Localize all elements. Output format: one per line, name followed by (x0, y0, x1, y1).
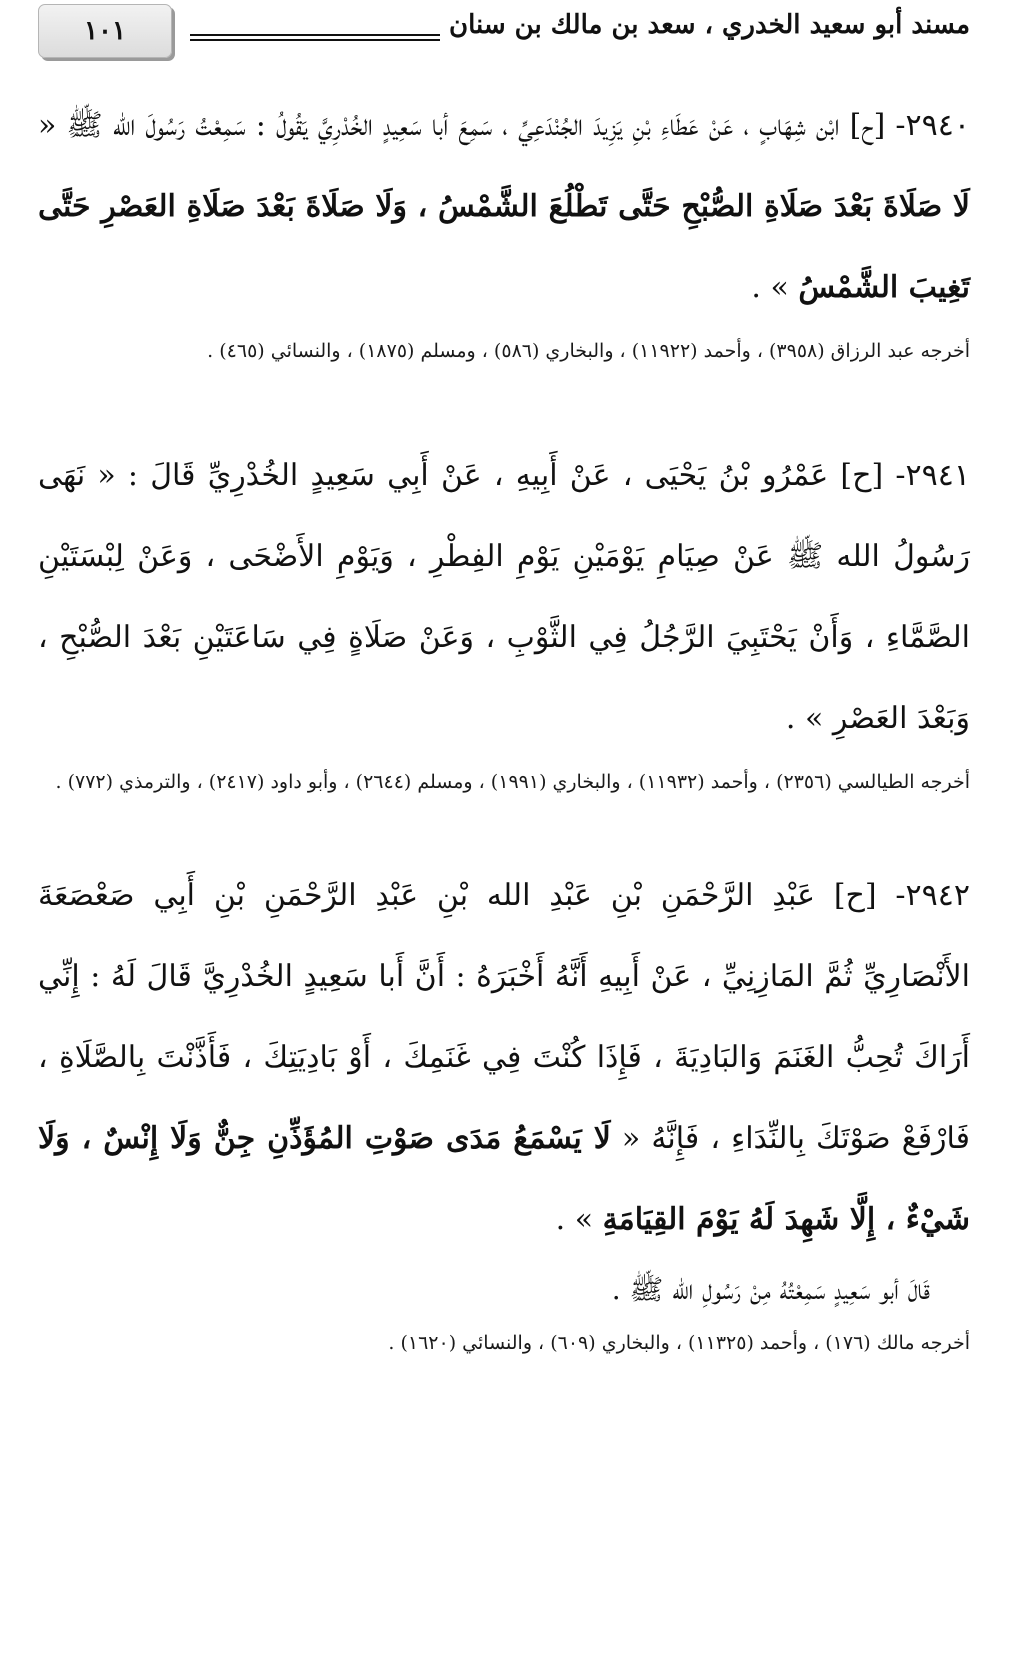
hadith-text (38, 855, 970, 1260)
hadith-text (38, 435, 970, 759)
hadith-chain: - [ح] عَمْرُو بْنُ يَحْيَى ، عَنْ أَبِيهِ ، عَنْ أَبِي سَعِيدٍ الخُدْرِيِّ قَالَ : « نَهَى رَسُولُ الله ﷺ عَنْ صِيَامِ يَوْمَيْنِ يَوْمِ الفِطْرِ ، وَيَوْمِ الأَضْحَى ، وَعَنْ لِبْسَتَيْنِ الصَّمَّاءِ ، وَأَنْ يَحْتَبِيَ الرَّجُلُ فِي الثَّوْبِ ، وَعَنْ صَلَاةٍ فِي سَاعَتَيْنِ بَعْدَ الصُّبْحِ ، وَبَعْدَ العَصْرِ » . (38, 458, 970, 736)
narrator-remark: قَالَ أبو سَعِيدٍ سَمِعْتُهُ مِنْ رَسُولِ الله ﷺ . (611, 1273, 930, 1306)
hadith-number: ٢٩٤١ (905, 458, 970, 493)
hadith-chain: - [ح] عَبْدِ الرَّحْمَنِ بْنِ عَبْدِ الله بْنِ عَبْدِ الرَّحْمَنِ بْنِ أَبِي صَعْصَعَةَ الأَنْصَارِيِّ ثُمَّ المَازِنِيِّ ، عَنْ أَبِيهِ أَنَّهُ أَخْبَرَهُ : أَنَّ أَبا سَعِيدٍ الخُدْرِيَّ قَالَ لَهُ : إِنِّي أَرَاكَ تُحِبُّ الغَنَمَ وَالبَادِيَةَ ، فَإِذَا كُنْتَ فِي غَنَمِكَ ، أَوْ بَادِيَتِكَ ، فَأَذَّنْتَ بِالصَّلَاةِ ، فَارْفَعْ صَوْتَكَ بِالنِّدَاءِ ، فَإِنَّهُ « (38, 878, 970, 1156)
hadith-closing: » . (751, 270, 799, 305)
header-rule (190, 39, 440, 41)
hadith-closing: » . (555, 1202, 603, 1237)
hadith-chain: - [ح] ابْن شِهَابٍ ، عَنْ عَطَاءِ بْنِ يَزِيدَ الجُنْدَعِيِّ ، سَمِعَ أبا سَعِيدٍ الخُدْرِيَّ يَقُولُ : سَمِعْتُ رَسُولَ الله ﷺ « (38, 108, 906, 143)
running-title: مسند أبو سعيد الخدري ، سعد بن مالك بن سنان (448, 10, 970, 40)
hadith-matn-bold: لَا يَسْمَعُ مَدَى صَوْتِ المُؤَذِّنِ جِنٌّ وَلَا إِنْسٌ ، وَلَا شَيْءٌ ، إِلَّا شَهِدَ لَهُ يَوْمَ القِيَامَةِ (38, 1121, 970, 1237)
takhrij-note: أخرجه الطيالسي (٢٣٥٦) ، وأحمد (١١٩٣٢) ، والبخاري (١٩٩١) ، ومسلم (٢٦٤٤) ، وأبو داود (٢٤١٧) ، والترمذي (٧٧٢) . (55, 771, 970, 793)
running-header (38, 0, 970, 64)
hadith-entry (38, 85, 970, 374)
takhrij-note: أخرجه مالك (١٧٦) ، وأحمد (١١٣٢٥) ، والبخاري (٦٠٩) ، والنسائي (١٦٢٠) . (388, 1332, 970, 1354)
hadith-text (38, 85, 970, 328)
hadith-matn-bold: لَا صَلَاةَ بَعْدَ صَلَاةِ الصُّبْحِ حَتَّى تَطْلُعَ الشَّمْسُ ، وَلَا صَلَاةَ بَعْدَ صَلَاةِ العَصْرِ حَتَّى تَغِيبَ الشَّمْسُ (38, 189, 970, 305)
hadith-entry (38, 855, 970, 1366)
page-number: ١٠١ (38, 4, 172, 58)
hadith-entry (38, 435, 970, 805)
hadith-number: ٢٩٤٠ (905, 108, 970, 143)
header-rule (190, 34, 440, 36)
takhrij-note: أخرجه عبد الرزاق (٣٩٥٨) ، وأحمد (١١٩٢٢) ، والبخاري (٥٨٦) ، ومسلم (١٨٧٥) ، والنسائي (٤٦٥) . (207, 340, 970, 362)
hadith-number: ٢٩٤٢ (905, 878, 970, 913)
